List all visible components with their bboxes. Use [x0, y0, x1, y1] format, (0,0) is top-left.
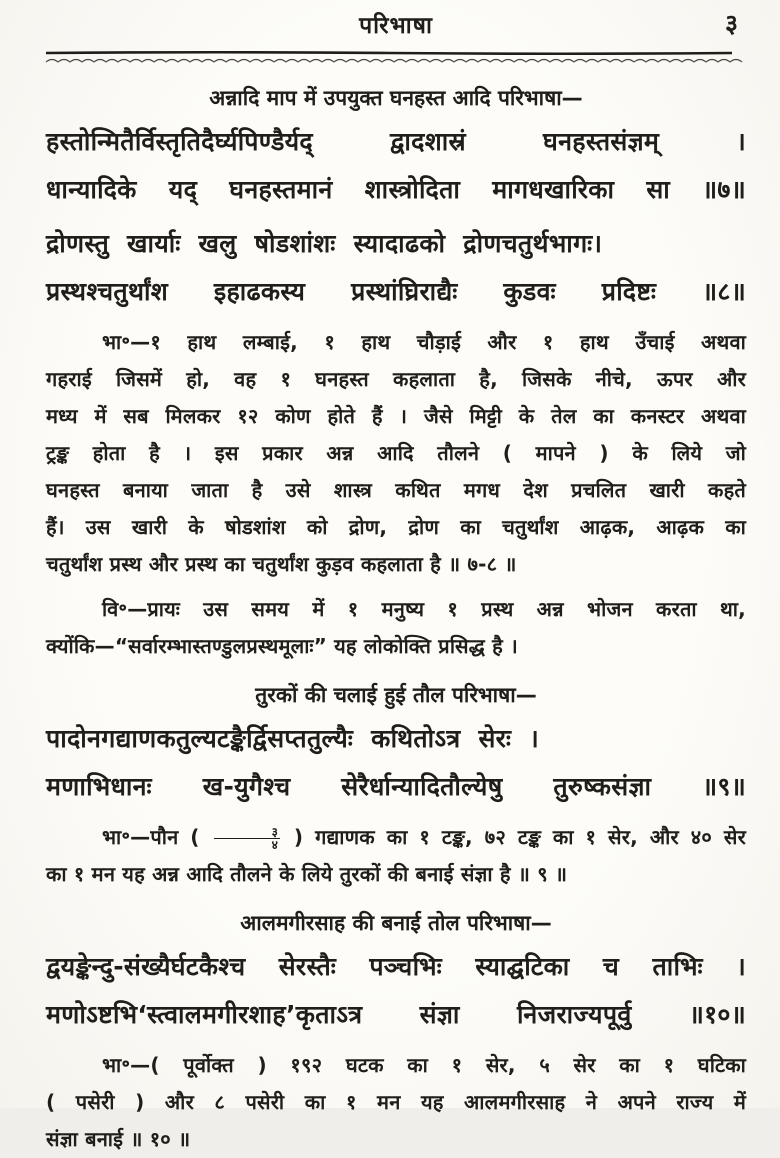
commentary-line: भा॰—( पूर्वोक्त ) १९२ घटक का १ सेर, ५ सेर का १ घटिका — [102, 1053, 746, 1077]
divider-rules-svg — [46, 50, 732, 68]
section-heading-turk-weights: तुरकों की चलाई हुई तौल परिभाषा— — [255, 683, 537, 707]
page-title: परिभाषा — [359, 13, 433, 39]
commentary-line: गहराई जिसमें हो, वह १ घनहस्त कहलाता है, जिसके नीचे, ऊपर और — [46, 367, 746, 391]
solid-rule-line — [46, 52, 732, 54]
commentary-line-with-fraction — [46, 819, 746, 856]
commentary-line: मध्य में सब मिलकर १२ कोण होते हैं । जैसे मिट्टी के तेल का कनस्टर अथवा — [46, 404, 746, 428]
verse-line: हस्तोन्मितैर्विस्तृतिदैर्घ्यपिण्डैर्यद् द्वादशास्रं घनहस्तसंज्ञम् । — [46, 127, 746, 156]
commentary-line: का १ मन यह अन्न आदि तौलने के लिये तुरकों की बनाई संज्ञा है ॥ ९ ॥ — [46, 862, 568, 886]
commentary-text-post: ) गद्याणक का १ टङ्क, ७२ टङ्क का १ सेर, और ४० सेर — [293, 825, 746, 849]
note-line: वि॰—प्रायः उस समय में १ मनुष्य १ प्रस्थ अन्न भोजन करता था, — [102, 597, 746, 621]
verse-8 — [46, 220, 746, 316]
section-heading-alamgir-weights: आलमगीरसाह की बनाई तोल परिभाषा— — [240, 911, 552, 935]
fraction-denominator: ४ — [271, 838, 279, 852]
verse-line: मणोऽष्टभि‘स्त्वालमगीरशाह’कृताऽत्र संज्ञा निजराज्यपूर्वु ॥१०॥ — [46, 1000, 746, 1029]
commentary-7-8 — [46, 324, 746, 583]
commentary-line: संज्ञा बनाई ॥ १० ॥ — [46, 1127, 191, 1151]
verse-line: पादोनगद्याणकतुल्यटङ्कैर्द्विसप्ततुल्यैः कथितोऽत्र सेरः । — [46, 724, 540, 753]
commentary-line: हैं। उस खारी के षोडशांश को द्रोण, द्रोण का चतुर्थांश आढ़क, आढ़क का — [46, 515, 746, 539]
commentary-line: ट्रङ्क होता है । इस प्रकार अन्न आदि तौलने ( मापने ) के लिये जो — [46, 441, 746, 465]
commentary-line: भा॰—१ हाथ लम्बाई, १ हाथ चौड़ाई और १ हाथ उँचाई अथवा — [102, 330, 746, 354]
note-line: क्योंकि—“सर्वारम्भास्तण्डुलप्रस्थमूलाः” यह लोकोक्ति प्रसिद्ध है । — [46, 634, 518, 658]
commentary-line: चतुर्थांश प्रस्थ और प्रस्थ का चतुर्थांश कुड़व कहलाता है ॥ ७-८ ॥ — [46, 552, 517, 576]
wavy-rule-line — [46, 60, 742, 63]
verse-7 — [46, 118, 746, 214]
section-heading-ghanahasta: अन्नादि माप में उपयुक्त घनहस्त आदि परिभाषा— — [209, 86, 583, 110]
verse-10 — [46, 943, 746, 1039]
commentary-10 — [46, 1047, 746, 1158]
commentary-9 — [46, 819, 746, 893]
ornamental-divider — [46, 50, 732, 68]
fraction-three-fourths — [214, 826, 280, 851]
verse-line: धान्यादिके यद् घनहस्तमानं शास्त्रोदिता मागधखारिका सा ॥७॥ — [46, 175, 746, 204]
commentary-text-pre: भा॰—पौन ( — [102, 825, 200, 849]
commentary-line: ( पसेरी ) और ८ पसेरी का १ मन यह आलमगीरसाह ने अपने राज्य में — [46, 1090, 746, 1114]
verse-line: प्रस्थश्चतुर्थांश इहाढकस्य प्रस्थांघ्रिराद्यैः कुडवः प्रदिष्टः ॥८॥ — [46, 277, 746, 306]
verse-line: द्वयङ्केन्दु-संख्यैर्घटकैश्च सेरस्तैः पञ्चभिः स्याद्घटिका च ताभिः । — [46, 952, 746, 981]
running-header — [46, 6, 746, 38]
verse-line: द्रोणस्तु खार्याः खलु षोडशांशः स्यादाढको द्रोणचतुर्थभागः। — [46, 229, 603, 258]
page-number: ३ — [724, 9, 738, 38]
fraction-numerator: ३ — [214, 826, 280, 839]
verse-line: मणाभिधानः ख-युगैश्च सेरैर्धान्यादितौल्येषु तुरुष्कसंज्ञा ॥९॥ — [46, 772, 746, 801]
commentary-line: घनहस्त बनाया जाता है उसे शास्त्र कथित मगध देश प्रचलित खारी कहते — [46, 478, 746, 502]
note-vi — [46, 591, 746, 665]
verse-9 — [46, 715, 746, 811]
